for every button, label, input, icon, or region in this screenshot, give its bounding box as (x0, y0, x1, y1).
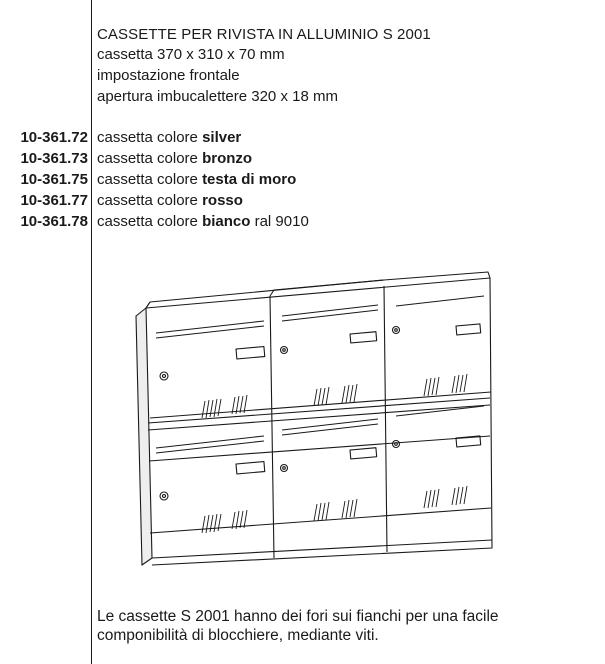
footnote-text: Le cassette S 2001 hanno dei fori sui fianchi per una facile componibilità di blocchiere, mediante viti. (97, 608, 499, 644)
product-description: cassetta colore bianco ral 9010 (97, 213, 309, 230)
spec-slot-opening: apertura imbucalettere 320 x 18 mm (97, 88, 338, 105)
spec-orientation: impostazione frontale (97, 67, 240, 84)
product-description: cassetta colore bronzo (97, 150, 253, 167)
product-code: 10-361.72 (20, 129, 88, 146)
product-code: 10-361.75 (20, 171, 88, 188)
product-title: CASSETTE PER RIVISTA IN ALLUMINIO S 2001 (97, 26, 431, 43)
product-code: 10-361.78 (20, 213, 88, 230)
product-description: cassetta colore rosso (97, 192, 243, 209)
product-description: cassetta colore silver (97, 129, 242, 146)
mailbox-block-illustration (128, 258, 498, 573)
product-code: 10-361.73 (20, 150, 88, 167)
product-code: 10-361.77 (20, 192, 88, 209)
margin-divider-line (91, 0, 92, 664)
spec-dimensions: cassetta 370 x 310 x 70 mm (97, 46, 285, 63)
product-description: cassetta colore testa di moro (97, 171, 297, 188)
